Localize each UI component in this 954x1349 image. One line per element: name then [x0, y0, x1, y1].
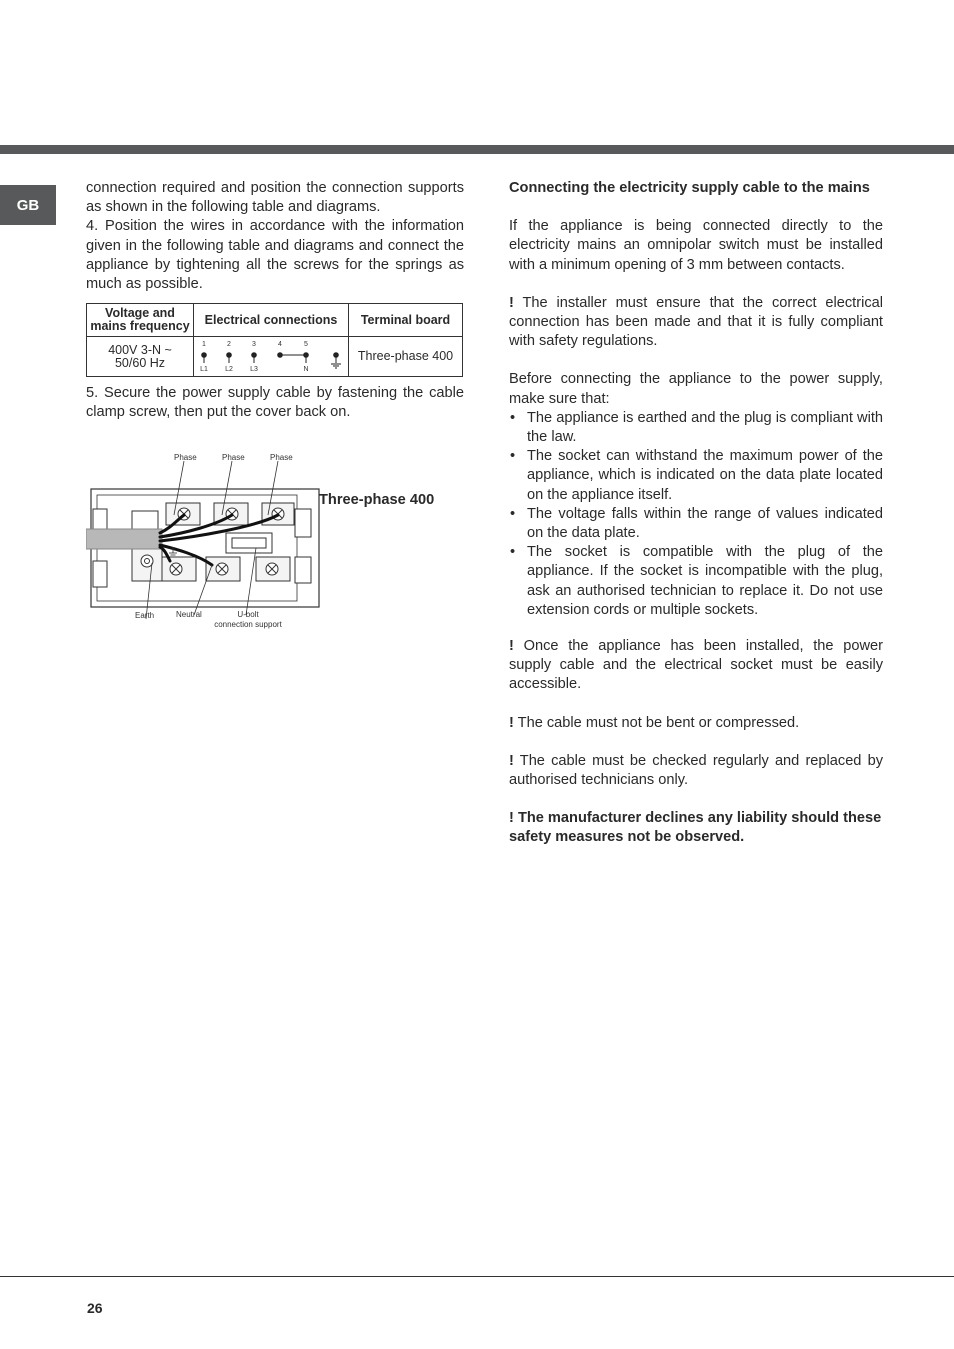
- label-ubolt-line1: U-bolt: [237, 609, 259, 619]
- term-label-l3: L3: [250, 366, 258, 374]
- right-column: [509, 179, 883, 848]
- section-heading: Connecting the electricity supply cable to the mains: [509, 180, 870, 196]
- warning-4: [509, 752, 883, 790]
- warning-3: [509, 714, 883, 733]
- left-para-2: 4. Position the wires in accordance with the information given in the following table and diagrams and connect the appliance by tightening all the screws for the springs as much as possible.: [86, 218, 464, 293]
- warning-5: [509, 809, 883, 847]
- warning-2: [509, 637, 883, 695]
- term-label-n: N: [303, 366, 309, 374]
- term-label-l2: L2: [225, 366, 233, 374]
- checklist: [509, 409, 883, 620]
- term-num-4: 4: [278, 341, 282, 349]
- label-phase-3: Phase: [270, 452, 293, 462]
- th-electrical: Electrical connections: [194, 304, 349, 337]
- list-item: • The appliance is earthed and the plug is compliant with the law.: [509, 409, 883, 447]
- term-num-1: 1: [202, 341, 206, 349]
- warning-3-text: The cable must not be bent or compressed.: [517, 714, 800, 731]
- table-row: [87, 337, 463, 377]
- footer-rule: [0, 1276, 954, 1277]
- warning-mark: !: [509, 810, 514, 827]
- terminal-diagram: [196, 337, 346, 373]
- th-voltage: Voltage and mains frequency: [87, 304, 194, 337]
- warning-mark: !: [509, 294, 514, 311]
- warning-1-text: The installer must ensure that the correct electrical connection has been made and that it is fully compliant with safety regulations.: [509, 294, 883, 350]
- header-bar: [0, 145, 954, 154]
- cell-voltage: [87, 337, 194, 377]
- list-item: • The socket can withstand the maximum power of the appliance, which is indicated on the data plate located on the appliance itself.: [509, 447, 883, 505]
- right-para-2: Before connecting the appliance to the power supply, make sure that:: [509, 371, 883, 407]
- cell-terminal-board: Three-phase 400: [349, 337, 463, 377]
- table-header-row: [87, 304, 463, 337]
- left-para-1: connection required and position the connection supports as shown in the following table and diagrams.: [86, 180, 464, 216]
- warning-mark: !: [509, 638, 514, 655]
- label-ubolt: [210, 610, 286, 630]
- th-terminal: Terminal board: [349, 304, 463, 337]
- term-num-5: 5: [304, 341, 308, 349]
- right-para-1: If the appliance is being connected directly to the electricity mains an omnipolar switch must be installed with a minimum opening of 3 mm between contacts.: [509, 218, 883, 273]
- term-num-3: 3: [252, 341, 256, 349]
- list-item: • The voltage falls within the range of values indicated on the data plate.: [509, 505, 883, 543]
- label-ubolt-line2: connection support: [214, 619, 282, 629]
- label-neutral: Neutral: [176, 609, 202, 619]
- voltage-value: 400V 3-N ~ 50/60 Hz: [108, 342, 172, 370]
- term-label-l1: L1: [200, 366, 208, 374]
- label-phase-2: Phase: [222, 452, 245, 462]
- wiring-diagram: [86, 453, 464, 643]
- left-para-3: 5. Secure the power supply cable by fastening the cable clamp screw, then put the cover back on.: [86, 385, 464, 421]
- warning-5-text: The manufacturer declines any liability should these safety measures not be observed.: [509, 810, 882, 846]
- warning-4-text: The cable must be checked regularly and replaced by authorised technicians only.: [509, 752, 883, 789]
- warning-mark: !: [509, 752, 514, 769]
- label-phase-1: Phase: [174, 452, 197, 462]
- warning-mark: !: [509, 714, 514, 731]
- page-number: 26: [87, 1300, 103, 1316]
- cell-connections: [194, 337, 349, 377]
- connection-table: [86, 303, 463, 377]
- diagram-title: Three-phase 400: [319, 491, 435, 508]
- term-num-2: 2: [227, 341, 231, 349]
- label-earth: Earth: [135, 610, 155, 620]
- language-tab: GB: [0, 185, 56, 225]
- list-item: • The socket is compatible with the plug of the appliance. If the socket is incompatible with the plug, ask an authorised technician to replace it. Do not use extension cords or multiple sockets.: [509, 543, 883, 620]
- terminal-block-drawing: [86, 453, 326, 643]
- left-column: [86, 179, 464, 643]
- warning-1: [509, 294, 883, 352]
- warning-2-text: Once the appliance has been installed, the power supply cable and the electrical socket must be easily accessible.: [509, 638, 883, 693]
